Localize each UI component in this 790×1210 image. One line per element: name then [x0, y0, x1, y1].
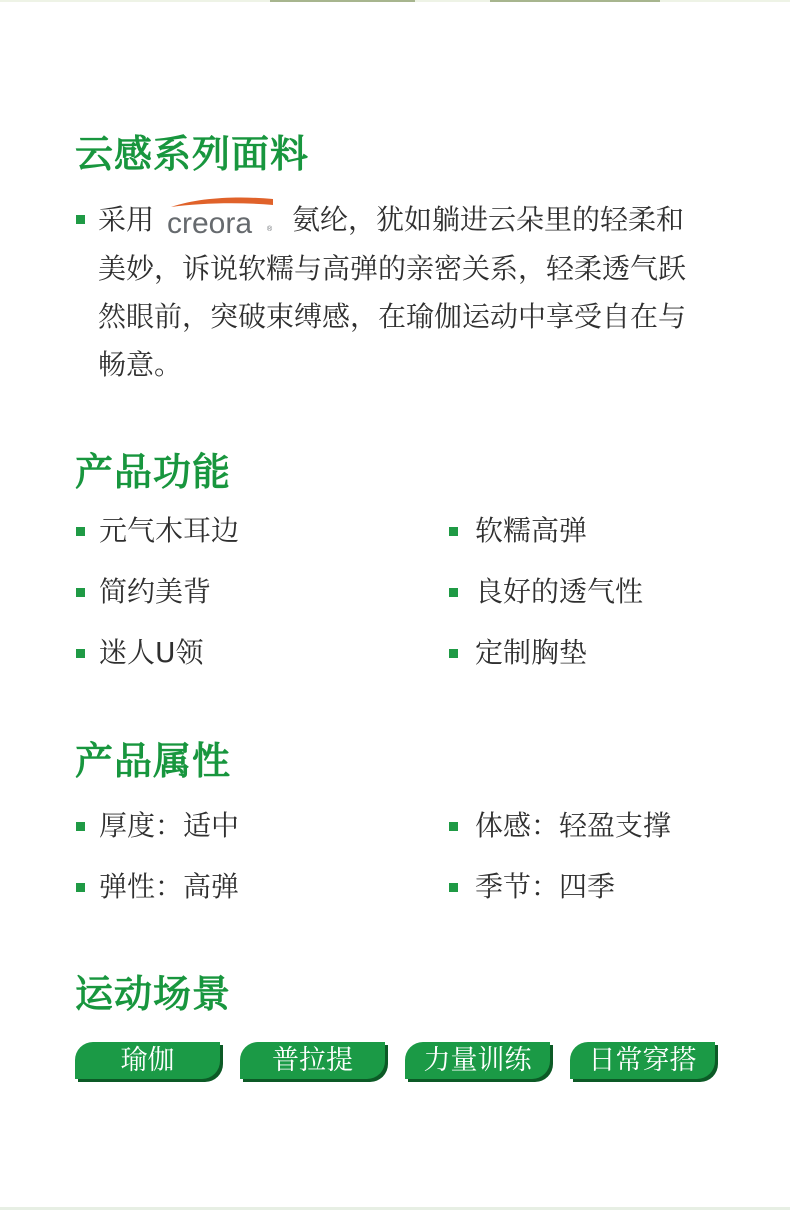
bullet [449, 527, 458, 536]
creora-logo-text: creora [167, 207, 253, 239]
scene-tag-strength-training: 力量训练 [405, 1042, 550, 1079]
function-item: 元气木耳边 [99, 514, 240, 547]
creora-logo [165, 195, 277, 239]
bullet [449, 588, 458, 597]
fabric-section-title: 云感系列面料 [75, 132, 310, 176]
attributes-section-title: 产品属性 [75, 739, 232, 783]
attribute-item: 厚度：适中 [99, 809, 240, 842]
scenes-section-title: 运动场景 [75, 972, 232, 1016]
fabric-line4: 畅意。 [98, 348, 183, 381]
bullet [76, 822, 85, 831]
fabric-line1-suffix: 氨纶，犹如躺进云朵里的轻柔和 [292, 203, 685, 236]
fabric-line1-prefix: 采用 [98, 203, 155, 236]
top-bar-segment [270, 0, 415, 2]
function-item: 软糯高弹 [475, 514, 588, 547]
top-bar-segment [490, 0, 660, 2]
bullet [76, 588, 85, 597]
scene-tag-yoga: 瑜伽 [75, 1042, 220, 1079]
scene-tag-daily-wear: 日常穿搭 [570, 1042, 715, 1079]
bullet [449, 649, 458, 658]
attribute-item: 弹性：高弹 [99, 870, 240, 903]
attribute-item: 体感：轻盈支撑 [475, 809, 672, 842]
attribute-item: 季节：四季 [475, 870, 616, 903]
bullet [449, 822, 458, 831]
fabric-line2: 美妙，诉说软糯与高弹的亲密关系，轻柔透气跃 [98, 252, 687, 285]
bullet [76, 215, 85, 224]
bullet [76, 883, 85, 892]
bullet [76, 527, 85, 536]
creora-logo-swoosh [171, 198, 273, 207]
function-item: 迷人U领 [99, 636, 204, 669]
functions-section-title: 产品功能 [75, 450, 232, 494]
function-item: 良好的透气性 [475, 575, 644, 608]
top-decoration-bar [0, 0, 790, 2]
creora-logo-registered: ® [267, 226, 273, 233]
bullet [76, 649, 85, 658]
scene-tag-pilates: 普拉提 [240, 1042, 385, 1079]
function-item: 定制胸垫 [475, 636, 588, 669]
bullet [449, 883, 458, 892]
function-item: 简约美背 [99, 575, 212, 608]
fabric-line3: 然眼前，突破束缚感，在瑜伽运动中享受自在与 [98, 300, 687, 333]
